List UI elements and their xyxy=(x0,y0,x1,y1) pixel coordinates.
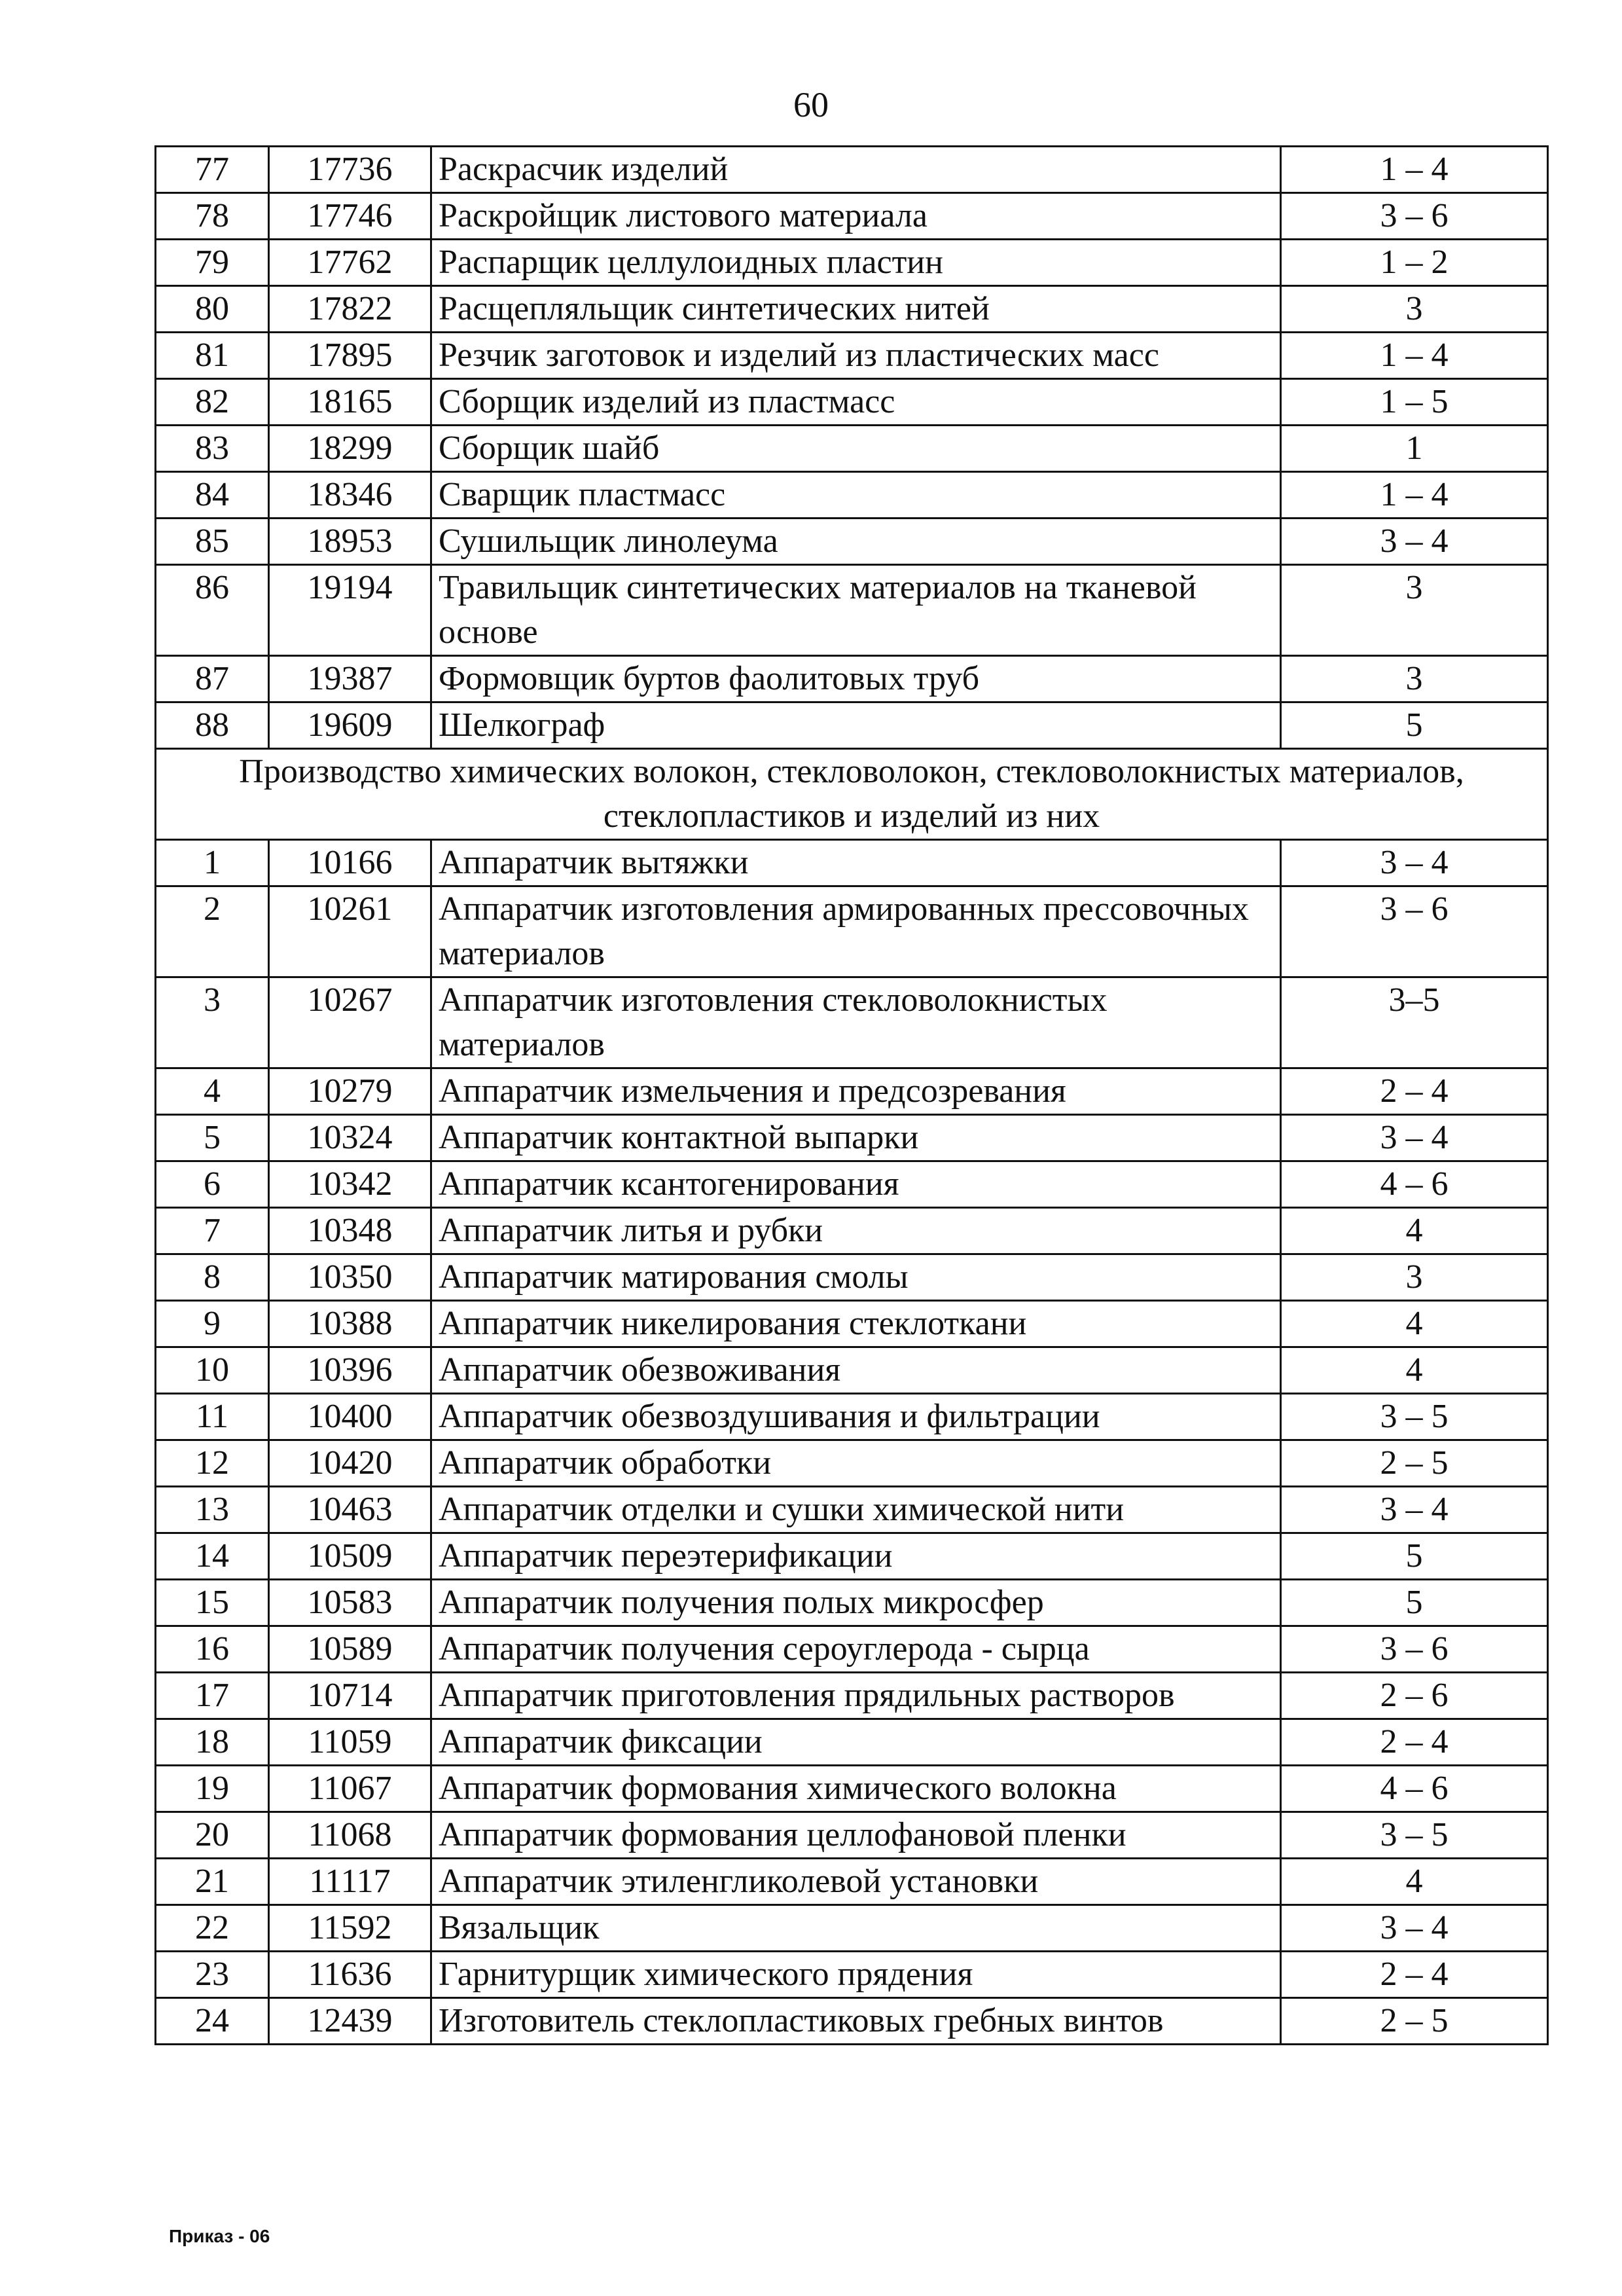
profession-code: 10342 xyxy=(269,1161,431,1208)
table-row xyxy=(156,240,1548,286)
grade-range: 3 – 4 xyxy=(1281,519,1548,565)
section-heading: Производство химических волокон, стекловолокон, стекловолокнистых материалов, стеклопластиков и изделий из них xyxy=(156,749,1548,840)
profession-code: 10420 xyxy=(269,1440,431,1487)
profession-name: Аппаратчик формования целлофановой пленки xyxy=(431,1812,1281,1859)
section-group xyxy=(156,749,1548,840)
professions-group-2 xyxy=(156,840,1548,2045)
row-number: 79 xyxy=(156,240,269,286)
profession-code: 11068 xyxy=(269,1812,431,1859)
table-row xyxy=(156,1440,1548,1487)
grade-range: 2 – 6 xyxy=(1281,1673,1548,1719)
row-number: 3 xyxy=(156,977,269,1068)
table-row xyxy=(156,519,1548,565)
table-row xyxy=(156,1208,1548,1254)
profession-code: 11636 xyxy=(269,1952,431,1998)
table-row xyxy=(156,379,1548,426)
profession-code: 11067 xyxy=(269,1766,431,1812)
table-row xyxy=(156,1301,1548,1347)
row-number: 19 xyxy=(156,1766,269,1812)
grade-range: 3 xyxy=(1281,656,1548,702)
profession-code: 19387 xyxy=(269,656,431,702)
table-row xyxy=(156,1626,1548,1673)
table-row xyxy=(156,1068,1548,1115)
table-row xyxy=(156,472,1548,519)
profession-name: Аппаратчик изготовления армированных прессовочных материалов xyxy=(431,886,1281,977)
grade-range: 3 – 4 xyxy=(1281,840,1548,886)
profession-name: Аппаратчик изготовления стекловолокнистых материалов xyxy=(431,977,1281,1068)
table-row xyxy=(156,886,1548,977)
grade-range: 1 – 4 xyxy=(1281,333,1548,379)
profession-name: Травильщик синтетических материалов на тканевой основе xyxy=(431,565,1281,656)
row-number: 82 xyxy=(156,379,269,426)
profession-name: Аппаратчик обезвоживания xyxy=(431,1347,1281,1394)
row-number: 85 xyxy=(156,519,269,565)
grade-range: 3 – 4 xyxy=(1281,1115,1548,1161)
table-row xyxy=(156,147,1548,193)
row-number: 9 xyxy=(156,1301,269,1347)
profession-name: Формовщик буртов фаолитовых труб xyxy=(431,656,1281,702)
row-number: 7 xyxy=(156,1208,269,1254)
grade-range: 1 – 4 xyxy=(1281,147,1548,193)
profession-code: 10396 xyxy=(269,1347,431,1394)
profession-code: 19194 xyxy=(269,565,431,656)
row-number: 23 xyxy=(156,1952,269,1998)
row-number: 16 xyxy=(156,1626,269,1673)
table-row xyxy=(156,1115,1548,1161)
row-number: 83 xyxy=(156,426,269,472)
profession-code: 10324 xyxy=(269,1115,431,1161)
table-row xyxy=(156,1998,1548,2045)
profession-code: 17762 xyxy=(269,240,431,286)
grade-range: 2 – 5 xyxy=(1281,1998,1548,2045)
profession-code: 10400 xyxy=(269,1394,431,1440)
row-number: 80 xyxy=(156,286,269,333)
table-row xyxy=(156,1905,1548,1952)
profession-name: Расщепляльщик синтетических нитей xyxy=(431,286,1281,333)
grade-range: 4 xyxy=(1281,1859,1548,1905)
profession-name: Аппаратчик никелирования стеклоткани xyxy=(431,1301,1281,1347)
table-row xyxy=(156,702,1548,749)
table-row xyxy=(156,1673,1548,1719)
grade-range: 2 – 4 xyxy=(1281,1952,1548,1998)
grade-range: 2 – 5 xyxy=(1281,1440,1548,1487)
row-number: 86 xyxy=(156,565,269,656)
row-number: 84 xyxy=(156,472,269,519)
profession-name: Сборщик шайб xyxy=(431,426,1281,472)
profession-name: Шелкограф xyxy=(431,702,1281,749)
footer-note: Приказ - 06 xyxy=(169,2226,270,2246)
row-number: 8 xyxy=(156,1254,269,1301)
profession-name: Аппаратчик отделки и сушки химической нити xyxy=(431,1487,1281,1533)
row-number: 6 xyxy=(156,1161,269,1208)
profession-name: Аппаратчик обезвоздушивания и фильтрации xyxy=(431,1394,1281,1440)
table-row xyxy=(156,1487,1548,1533)
row-number: 22 xyxy=(156,1905,269,1952)
profession-name: Аппаратчик этиленгликолевой установки xyxy=(431,1859,1281,1905)
section-heading-row xyxy=(156,749,1548,840)
row-number: 11 xyxy=(156,1394,269,1440)
profession-name: Сборщик изделий из пластмасс xyxy=(431,379,1281,426)
grade-range: 2 – 4 xyxy=(1281,1719,1548,1766)
profession-code: 10279 xyxy=(269,1068,431,1115)
profession-code: 11117 xyxy=(269,1859,431,1905)
table-row xyxy=(156,426,1548,472)
profession-name: Распарщик целлулоидных пластин xyxy=(431,240,1281,286)
table-row xyxy=(156,333,1548,379)
row-number: 13 xyxy=(156,1487,269,1533)
grade-range: 5 xyxy=(1281,702,1548,749)
profession-name: Раскройщик листового материала xyxy=(431,193,1281,240)
profession-code: 10267 xyxy=(269,977,431,1068)
page-number: 60 xyxy=(793,85,829,124)
grade-range: 3 – 6 xyxy=(1281,193,1548,240)
profession-code: 18165 xyxy=(269,379,431,426)
profession-name: Аппаратчик обработки xyxy=(431,1440,1281,1487)
table-row xyxy=(156,193,1548,240)
row-number: 15 xyxy=(156,1580,269,1626)
profession-name: Резчик заготовок и изделий из пластических масс xyxy=(431,333,1281,379)
table-row xyxy=(156,1766,1548,1812)
grade-range: 2 – 4 xyxy=(1281,1068,1548,1115)
profession-name: Аппаратчик получения сероуглерода - сырца xyxy=(431,1626,1281,1673)
profession-name: Аппаратчик ксантогенирования xyxy=(431,1161,1281,1208)
grade-range: 3–5 xyxy=(1281,977,1548,1068)
profession-name: Аппаратчик фиксации xyxy=(431,1719,1281,1766)
table-row xyxy=(156,565,1548,656)
profession-name: Аппаратчик контактной выпарки xyxy=(431,1115,1281,1161)
professions-table xyxy=(154,145,1549,2045)
grade-range: 3 xyxy=(1281,286,1548,333)
profession-name: Аппаратчик переэтерификации xyxy=(431,1533,1281,1580)
row-number: 12 xyxy=(156,1440,269,1487)
row-number: 87 xyxy=(156,656,269,702)
profession-name: Аппаратчик приготовления прядильных растворов xyxy=(431,1673,1281,1719)
grade-range: 4 – 6 xyxy=(1281,1161,1548,1208)
table-row xyxy=(156,840,1548,886)
table-row xyxy=(156,1952,1548,1998)
row-number: 81 xyxy=(156,333,269,379)
grade-range: 3 – 5 xyxy=(1281,1394,1548,1440)
row-number: 5 xyxy=(156,1115,269,1161)
profession-code: 17822 xyxy=(269,286,431,333)
grade-range: 5 xyxy=(1281,1533,1548,1580)
table-row xyxy=(156,1347,1548,1394)
profession-code: 10714 xyxy=(269,1673,431,1719)
grade-range: 1 xyxy=(1281,426,1548,472)
grade-range: 1 – 5 xyxy=(1281,379,1548,426)
profession-code: 18299 xyxy=(269,426,431,472)
table-row xyxy=(156,1161,1548,1208)
row-number: 4 xyxy=(156,1068,269,1115)
table-row xyxy=(156,1812,1548,1859)
grade-range: 4 – 6 xyxy=(1281,1766,1548,1812)
grade-range: 3 – 6 xyxy=(1281,886,1548,977)
row-number: 14 xyxy=(156,1533,269,1580)
profession-code: 12439 xyxy=(269,1998,431,2045)
profession-code: 10350 xyxy=(269,1254,431,1301)
grade-range: 1 – 2 xyxy=(1281,240,1548,286)
table-row xyxy=(156,977,1548,1068)
profession-code: 11592 xyxy=(269,1905,431,1952)
profession-name: Изготовитель стеклопластиковых гребных винтов xyxy=(431,1998,1281,2045)
grade-range: 5 xyxy=(1281,1580,1548,1626)
table-row xyxy=(156,656,1548,702)
profession-code: 11059 xyxy=(269,1719,431,1766)
row-number: 24 xyxy=(156,1998,269,2045)
profession-name: Аппаратчик матирования смолы xyxy=(431,1254,1281,1301)
profession-code: 17746 xyxy=(269,193,431,240)
profession-name: Аппаратчик измельчения и предсозревания xyxy=(431,1068,1281,1115)
grade-range: 3 – 5 xyxy=(1281,1812,1548,1859)
grade-range: 3 xyxy=(1281,565,1548,656)
row-number: 17 xyxy=(156,1673,269,1719)
grade-range: 4 xyxy=(1281,1208,1548,1254)
grade-range: 4 xyxy=(1281,1347,1548,1394)
row-number: 77 xyxy=(156,147,269,193)
grade-range: 3 – 6 xyxy=(1281,1626,1548,1673)
grade-range: 3 – 4 xyxy=(1281,1487,1548,1533)
profession-code: 19609 xyxy=(269,702,431,749)
grade-range: 1 – 4 xyxy=(1281,472,1548,519)
row-number: 18 xyxy=(156,1719,269,1766)
table-row xyxy=(156,1533,1548,1580)
profession-code: 10583 xyxy=(269,1580,431,1626)
profession-code: 17895 xyxy=(269,333,431,379)
profession-code: 10261 xyxy=(269,886,431,977)
row-number: 78 xyxy=(156,193,269,240)
profession-code: 10589 xyxy=(269,1626,431,1673)
profession-code: 18953 xyxy=(269,519,431,565)
profession-code: 18346 xyxy=(269,472,431,519)
profession-code: 10463 xyxy=(269,1487,431,1533)
table-row xyxy=(156,1719,1548,1766)
profession-name: Аппаратчик вытяжки xyxy=(431,840,1281,886)
row-number: 88 xyxy=(156,702,269,749)
grade-range: 3 – 4 xyxy=(1281,1905,1548,1952)
profession-name: Сушильщик линолеума xyxy=(431,519,1281,565)
profession-name: Раскрасчик изделий xyxy=(431,147,1281,193)
profession-code: 10388 xyxy=(269,1301,431,1347)
profession-code: 10348 xyxy=(269,1208,431,1254)
row-number: 21 xyxy=(156,1859,269,1905)
profession-code: 10509 xyxy=(269,1533,431,1580)
row-number: 1 xyxy=(156,840,269,886)
profession-code: 17736 xyxy=(269,147,431,193)
table-row xyxy=(156,1394,1548,1440)
profession-name: Сварщик пластмасс xyxy=(431,472,1281,519)
row-number: 2 xyxy=(156,886,269,977)
grade-range: 4 xyxy=(1281,1301,1548,1347)
row-number: 10 xyxy=(156,1347,269,1394)
professions-group-1 xyxy=(156,147,1548,749)
profession-code: 10166 xyxy=(269,840,431,886)
profession-name: Аппаратчик получения полых микросфер xyxy=(431,1580,1281,1626)
profession-name: Аппаратчик формования химического волокна xyxy=(431,1766,1281,1812)
table-row xyxy=(156,1859,1548,1905)
grade-range: 3 xyxy=(1281,1254,1548,1301)
row-number: 20 xyxy=(156,1812,269,1859)
profession-name: Гарнитурщик химического прядения xyxy=(431,1952,1281,1998)
profession-name: Аппаратчик литья и рубки xyxy=(431,1208,1281,1254)
table-row xyxy=(156,1580,1548,1626)
profession-name: Вязальщик xyxy=(431,1905,1281,1952)
table-row xyxy=(156,1254,1548,1301)
table-row xyxy=(156,286,1548,333)
